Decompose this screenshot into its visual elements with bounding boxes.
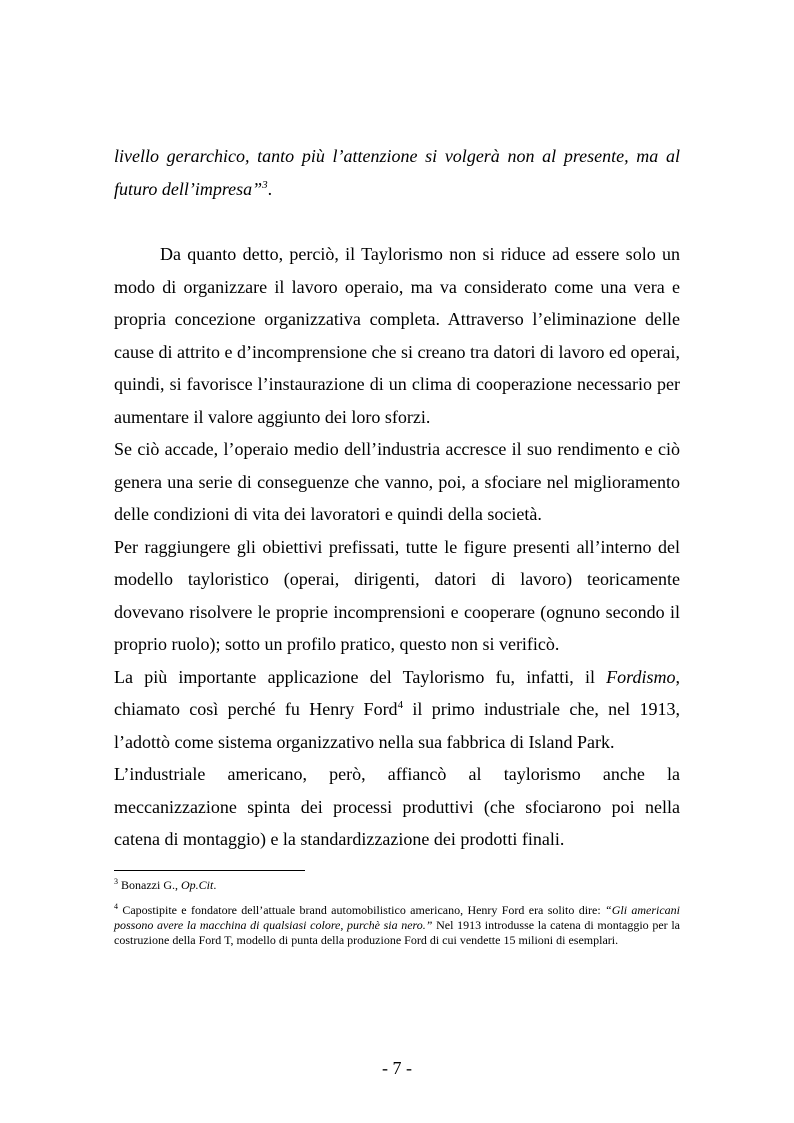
quote-text: livello gerarchico, tanto più l’attenzione si volgerà non al presente, ma al futuro dell’impresa” (114, 146, 680, 199)
paragraph-5: L’industriale americano, però, affiancò al taylorismo anche la meccanizzazione spinta dei processi produttivi (che sfociarono poi nella catena di montaggio) e la standardizzazione dei prodotti finali. (114, 764, 680, 849)
paragraph-3: Per raggiungere gli obiettivi prefissati, tutte le figure presenti all’interno del modello tayloristico (operai, dirigenti, datori di lavoro) teoricamente dovevano risolvere le proprie incomprensioni e cooperare (ognuno secondo il proprio ruolo); sotto un profilo pratico, questo non si verificò. (114, 536, 680, 654)
ford-quote: “Gli americani possono avere la macchina di qualsiasi colore, purchè sia nero.” (114, 903, 680, 932)
page-body (114, 140, 680, 856)
footnote-ref-4[interactable]: 4 (397, 699, 404, 711)
paragraph-4: La più importante applicazione del Taylorismo fu, infatti, il Fordismo, chiamato così perché fu Henry Ford$^4$ il primo industriale che, nel 1913, l’adottò come sistema organizzativo nella sua fabbrica di Island Park. (114, 666, 680, 752)
footnote-3: $^3$ Bonazzi G., Op.Cit. (114, 877, 217, 892)
quote-continuation: livello gerarchico, tanto più l’attenzione si volgerà non al presente, ma al futuro dell’impresa”$^3$. (114, 146, 680, 199)
page-number: - 7 - (382, 1058, 412, 1078)
fordismo-term: Fordismo (606, 666, 676, 687)
paragraph-2: Se ciò accade, l’operaio medio dell’industria accresce il suo rendimento e ciò genera una serie di conseguenze che vanno, poi, a sfociare nel miglioramento delle condizioni di vita dei lavoratori e quindi della società. (114, 439, 680, 524)
footnote-4: $^4$ Capostipite e fondatore dell’attuale brand automobilistico americano, Henry Ford era solito dire: “Gli americani possono avere la macchina di qualsiasi colore, purchè sia nero.” Nel 1913 introdusse la catena di montaggio per la costruzione della Ford T, modello di punta della produzione Ford di cui vendette 15 milioni di esemplari. (114, 902, 680, 947)
paragraph-1: Da quanto detto, perciò, il Taylorismo non si riduce ad essere solo un modo di organizzare il lavoro operaio, ma va considerato come una vera e propria concezione organizzativa completa. Attraverso l’eliminazione delle cause di attrito e d’incomprensione che si creano tra datori di lavoro ed operai, quindi, si favorisce l’instaurazione di un clima di cooperazione necessario per aumentare il valore aggiunto dei loro sforzi. (114, 244, 680, 427)
footnotes (114, 878, 680, 958)
footnote-ref-3[interactable]: 3 (262, 178, 268, 191)
footnote-separator (114, 870, 305, 871)
